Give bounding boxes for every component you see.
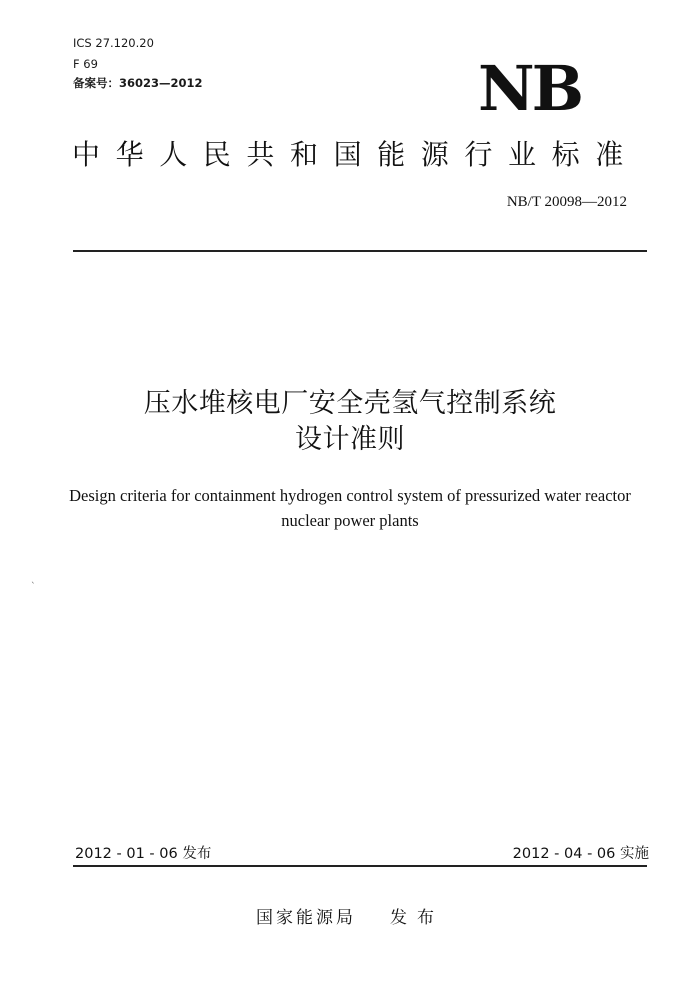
implementation-date: 2012 - 04 - 06 实施 bbox=[512, 846, 649, 862]
nb-logo: NB bbox=[478, 52, 582, 125]
scan-speck: ` bbox=[31, 582, 36, 592]
standard-category-title: 中华人民共和国能源行业标准 bbox=[72, 138, 639, 171]
ics-code: ICS 27.120.20 bbox=[73, 36, 154, 50]
header-divider bbox=[73, 250, 647, 252]
issue-date: 2012 - 01 - 06 发布 bbox=[75, 846, 212, 862]
issuer-line bbox=[0, 906, 700, 930]
english-title-line-2: nuclear power plants bbox=[281, 511, 419, 530]
issuer-action: 发布 bbox=[390, 908, 444, 928]
record-number: 备案号：36023—2012 bbox=[73, 76, 203, 90]
issuer-organization: 国家能源局 bbox=[256, 908, 356, 928]
standard-number: NB/T 20098—2012 bbox=[506, 194, 627, 210]
chinese-title-line-1: 压水堆核电厂安全壳氢气控制系统 bbox=[143, 388, 557, 419]
classification-code: F 69 bbox=[73, 57, 98, 71]
chinese-title-line-2: 设计准则 bbox=[295, 424, 405, 455]
footer-divider bbox=[73, 865, 647, 867]
english-title-line-1: Design criteria for containment hydrogen control system of pressurized water reactor bbox=[69, 486, 631, 505]
